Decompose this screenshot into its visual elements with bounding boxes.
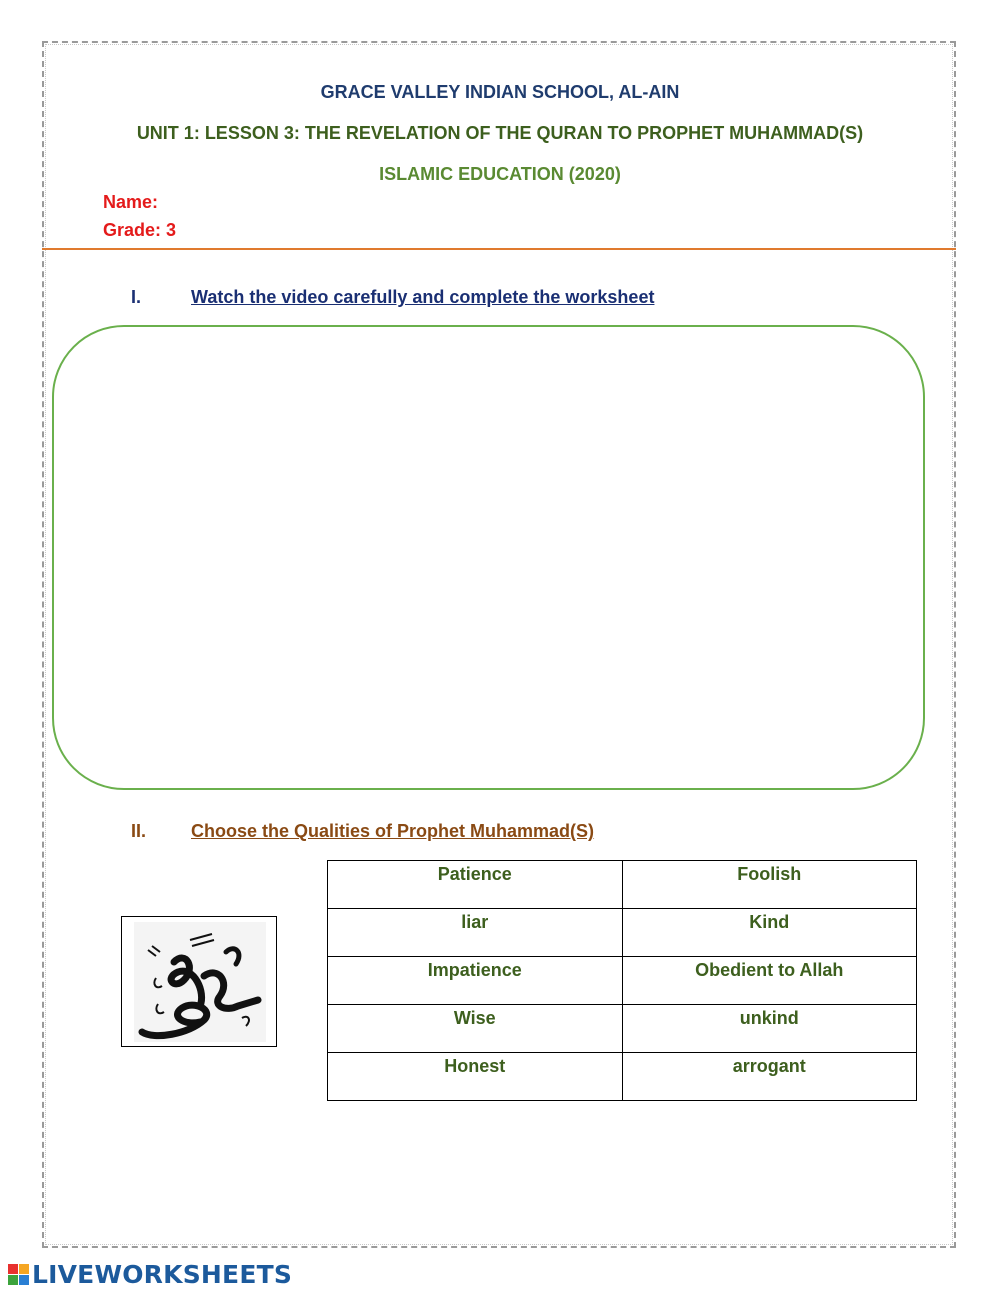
table-row <box>328 957 917 1005</box>
liveworksheets-logo <box>8 1260 292 1289</box>
quality-option[interactable]: Kind <box>622 909 917 957</box>
table-row <box>328 1053 917 1101</box>
subject-title: ISLAMIC EDUCATION (2020) <box>379 164 621 184</box>
section1-title: Watch the video carefully and complete the worksheet <box>191 287 655 307</box>
video-frame[interactable] <box>52 325 925 790</box>
qualities-table <box>327 860 917 1101</box>
liveworksheets-icon <box>8 1264 30 1286</box>
name-label: Name: <box>103 192 159 212</box>
quality-option[interactable]: Foolish <box>622 861 917 909</box>
brand-name: LIVEWORKSHEETS <box>32 1260 293 1289</box>
quality-option[interactable]: Impatience <box>328 957 623 1005</box>
lesson-title: UNIT 1: LESSON 3: THE REVELATION OF THE QURAN TO PROPHET MUHAMMAD(S) <box>136 123 864 143</box>
quality-option[interactable]: Honest <box>328 1053 623 1101</box>
calligraphy-image <box>121 916 277 1047</box>
section2-number: II. <box>131 821 147 841</box>
table-row <box>328 861 917 909</box>
header-divider <box>42 248 956 250</box>
quality-option[interactable]: arrogant <box>622 1053 917 1101</box>
school-name: GRACE VALLEY INDIAN SCHOOL, AL-AIN <box>320 82 680 102</box>
grade-label: Grade: 3 <box>103 220 177 240</box>
quality-option[interactable]: Obedient to Allah <box>622 957 917 1005</box>
section1-number: I. <box>131 287 142 307</box>
quality-option[interactable]: Wise <box>328 1005 623 1053</box>
quality-option[interactable]: unkind <box>622 1005 917 1053</box>
quality-option[interactable]: liar <box>328 909 623 957</box>
calligraphy-icon <box>134 922 266 1042</box>
quality-option[interactable]: Patience <box>328 861 623 909</box>
section2-title: Choose the Qualities of Prophet Muhammad(S) <box>191 821 595 841</box>
table-row <box>328 909 917 957</box>
table-row <box>328 1005 917 1053</box>
